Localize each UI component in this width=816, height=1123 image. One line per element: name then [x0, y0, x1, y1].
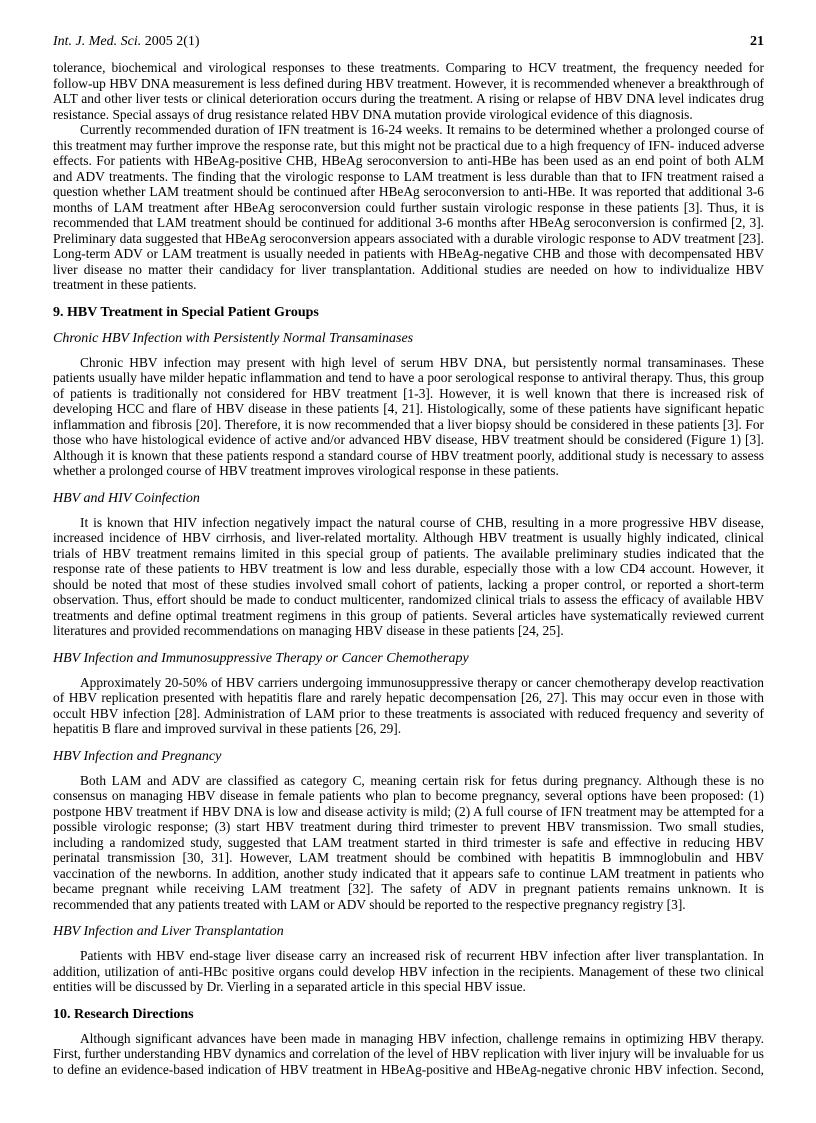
article-body — [53, 60, 764, 1077]
section-heading: 9. HBV Treatment in Special Patient Groups — [53, 304, 319, 320]
text-line: whether a prolonged course of HBV treatment improves virological response in these patients. — [53, 463, 559, 478]
subsection-heading: HBV and HIV Coinfection — [53, 490, 200, 506]
text-line: possible virologic response; (3) start HBV treatment during third trimester to prevent HBV transmission. Two small studies, — [53, 819, 764, 834]
subsection-heading: Chronic HBV Infection with Persistently Normal Transaminases — [53, 330, 414, 346]
text-line: follow-up HBV DNA measurement is less defined during HBV treatment. However, it is recommended whenever a breakthrough of — [53, 75, 764, 91]
text-line: recommended that LAM treatment should be continued for additional 3-6 months after HBeAg seroconversion is confirmed [2, 3]. — [53, 215, 764, 230]
text-line: this treatment may further improve the response rate, but this might not be practical due to a high frequency of IFN- induced adverse — [53, 137, 765, 153]
text-line: First, further understanding HBV dynamics and correlation of the level of HBV replication with liver injury will be invaluable for us — [53, 1046, 764, 1061]
paragraph — [53, 773, 764, 913]
section-heading: 10. Research Directions — [53, 1006, 194, 1022]
text-line: occult HBV infection [28]. Administration of LAM prior to these treatments is associated with reduced frequency and severity of — [53, 705, 764, 721]
page-number: 21 — [750, 34, 764, 49]
journal-issue: 2005 2(1) — [144, 34, 200, 49]
text-line: of patients is traditionally not considered for HBV treatment [1-3]. However, it is well known that there is increased risk of — [53, 385, 764, 401]
text-line: Chronic HBV infection may present with high level of serum HBV DNA, but persistently normal transaminases. These — [80, 354, 764, 370]
journal-name: Int. J. Med. Sci. — [53, 34, 142, 49]
text-line: Although significant advances have been made in managing HBV infection, challenge remains in optimizing HBV therapy. — [80, 1030, 764, 1046]
text-line: resistance. Special assays of drug resistance related HBV DNA mutation provide virological evidence of this diagnosis. — [53, 106, 693, 122]
text-line: effects. For patients with HBeAg-positive CHB, HBeAg seroconversion to anti-HBe has been used as an end point of both ALM — [53, 153, 764, 168]
running-header — [53, 33, 764, 51]
text-line: addition, utilization of anti-HBc positive organs could develop HBV infection in the recipients. Management of these two clinical — [53, 963, 764, 979]
paragraph — [53, 515, 764, 639]
text-line: trials of HBV treatment remains limited in this special group of patients. The available preliminary studies indicated that the — [53, 545, 764, 561]
text-line: should be noted that most of these studies involved small cohort of patients, lacking a proper control, or reported a short-term — [53, 576, 764, 592]
text-line: liver disease no matter their candidacy for liver transplantation. Additional studies are needed on how to individualize HBV — [53, 261, 764, 277]
text-line: Patients with HBV end-stage liver disease carry an increased risk of recurrent HBV infection after liver transplantation. In — [80, 948, 764, 963]
text-line: increased incidence of HBV cirrhosis, and liver-related mortality. Although HBV treatment is usually highly indicated, clinical — [53, 530, 764, 545]
text-line: patients usually have milder hepatic inflammation and tend to have a poor serological response to antiviral therapy. Thus, this group — [53, 370, 764, 385]
text-line: It is known that HIV infection negatively impact the natural course of CHB, resulting in a more progressive HBV disease, — [80, 514, 764, 530]
text-line: became pregnant while receiving LAM treatment [32]. The safety of ADV in pregnant patients remains unknown. It is — [53, 881, 764, 896]
text-line: Long-term ADV or LAM treatment is usually needed in patients with HBeAg-negative CHB and those with decompensated HBV — [53, 246, 764, 261]
text-line: treatment in these patients. — [53, 277, 197, 292]
paragraph — [53, 675, 764, 737]
text-line: consensus on managing HBV disease in female patients who plan to become pregnancy, several options have been proposed: (1) — [53, 788, 764, 803]
journal-citation — [53, 33, 200, 51]
text-line: treatments and define optimal treatment regimens in this group of patients. Several articles have systematically reviewed current — [53, 607, 764, 623]
text-line: including a randomized study, suggested that LAM treatment started in third trimester is safe and effective in reducing HBV — [53, 834, 764, 850]
text-line: of HBV replication presented with hepatitis flare and rarely hepatic decompensation [26, 27]. This may occur even in those with — [53, 690, 764, 705]
text-line: Approximately 20-50% of HBV carriers undergoing immunosuppressive therapy or cancer chemotherapy develop reactivation — [80, 674, 764, 690]
text-line: entities will be discussed by Dr. Vierling in a separated article in this special HBV issue. — [53, 979, 526, 994]
text-line: observation. Thus, effort should be made to conduct multicenter, randomized clinical trials to assess the efficacy of available HBV — [53, 592, 764, 607]
text-line: months of LAM treatment after HBeAg seroconversion could further sustain virologic response in these patients [3]. Thus, it is — [53, 199, 764, 215]
subsection-heading: HBV Infection and Pregnancy — [53, 748, 222, 764]
paragraph — [53, 948, 764, 995]
text-line: Both LAM and ADV are classified as category C, meaning certain risk for fetus during pregnancy. Although these is no — [80, 772, 764, 788]
paragraph — [53, 60, 764, 122]
subsection-heading: HBV Infection and Immunosuppressive Therapy or Cancer Chemotherapy — [53, 650, 469, 666]
text-line: Although it is known that these patients respond a standard course of HBV treatment poorly, additional study is necessary to assess — [53, 447, 764, 463]
text-line: literatures and provided recommendations on managing HBV disease in these patients [24, 25]. — [53, 623, 564, 638]
text-line: and ADV treatments. The finding that the virologic response to LAM treatment is less durable than that to IFN treatment raised a — [53, 168, 764, 184]
subsection-heading: HBV Infection and Liver Transplantation — [53, 924, 284, 939]
text-line: Preliminary data suggested that HBeAg seroconversion appears associated with a durable virologic response to ADV treatment [23]. — [53, 230, 764, 246]
text-line: tolerance, biochemical and virological responses to these treatments. Comparing to HCV treatment, the frequency needed for — [53, 60, 764, 75]
text-line: vaccination of the newborns. In addition, another study indicated that it appears safe to continue LAM treatment in patients who — [53, 865, 764, 881]
text-line: hepatitis B flare and improved survival in these patients [26, 29]. — [53, 721, 402, 736]
paragraph — [53, 1031, 764, 1078]
paragraph — [53, 122, 764, 293]
text-line: to define an evidence-based indication of HBV treatment in HBeAg-positive and HBeAg-negative chronic HBV infection. Second, — [53, 1061, 764, 1077]
text-line: Currently recommended duration of IFN treatment is 16-24 weeks. It remains to be determined whether a prolonged course of — [80, 122, 764, 137]
text-line: response rate of these patients to HBV treatment is low and less durable, especially those with a low CD4 account. However, it — [53, 561, 764, 576]
text-line: developing HCC and flare of HBV disease in these patients [4, 21]. Histologically, some of these patients have significant hepatic — [53, 401, 764, 416]
text-line: ALT and other liver tests or clinical deterioration occurs during the treatment. A rising or relapse of HBV DNA level indicates drug — [53, 91, 764, 106]
text-line: question whether LAM treatment should be continued after HBeAg seroconversion to anti-HBe. It was reported that additional 3-6 — [53, 184, 764, 199]
text-line: those who have histological evidence of active and/or advanced HBV disease, HBV treatment should be considered (Figure 1) [3]. — [53, 432, 764, 447]
paragraph — [53, 355, 764, 479]
text-line: recommended that any patients treated with LAM or ADV should be reported to the respective pregnancy registry [3]. — [53, 896, 686, 912]
text-line: inflammation and fibrosis [20]. Therefore, it is now recommended that a liver biopsy should be considered in these patients [3]. For — [53, 416, 764, 432]
text-line: perinatal transmission [30, 31]. However, LAM treatment should be combined with hepatitis B immnoglobulin and HBV — [53, 850, 764, 865]
text-line: postpone HBV treatment if HBV DNA is low and disease activity is mild; (2) A full course of IFN treatment may be attempted for a — [53, 803, 764, 819]
